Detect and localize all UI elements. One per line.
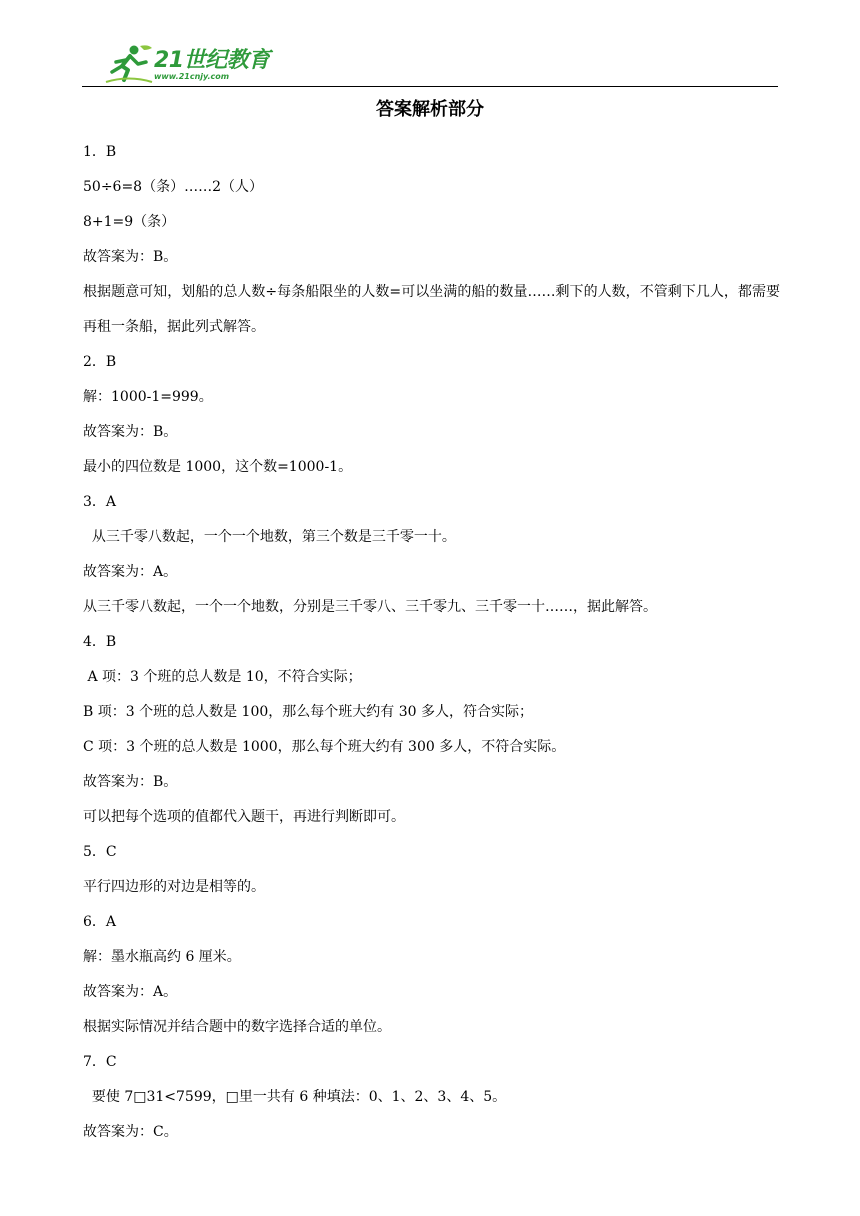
logo-url: www.21cnjy.com (154, 72, 230, 81)
logo (104, 42, 274, 84)
runner-logo-icon (104, 42, 154, 84)
answer-line: 3．A (83, 494, 117, 510)
answer-line: B 项：3 个班的总人数是 100，那么每个班大约有 30 多人，符合实际； (83, 704, 533, 720)
answer-line: 50÷6=8（条）……2（人） (83, 179, 263, 195)
answer-line: 要使 7□31<7599，□里一共有 6 种填法：0、1、2、3、4、5。 (83, 1089, 507, 1105)
answer-paragraph: 根据题意可知，划船的总人数÷每条船限坐的人数=可以坐满的船的数量……剩下的人数，不管剩下几人，都需要再租一条船，据此列式解答。 (83, 284, 780, 335)
answer-line: 故答案为：A。 (83, 564, 178, 580)
answer-line: 1．B (83, 144, 117, 160)
answer-line: 最小的四位数是 1000，这个数=1000-1。 (83, 459, 353, 475)
answer-line: C 项：3 个班的总人数是 1000，那么每个班大约有 300 多人，不符合实际。 (83, 739, 566, 755)
answer-line: 故答案为：B。 (83, 424, 178, 440)
page-header (82, 38, 778, 87)
answer-line: 7．C (83, 1054, 117, 1070)
answer-line: 4．B (83, 634, 117, 650)
answer-line: 故答案为：B。 (83, 249, 178, 265)
answer-line: 故答案为：C。 (83, 1124, 178, 1140)
answer-line: 解：墨水瓶高约 6 厘米。 (83, 949, 241, 965)
answer-line: 平行四边形的对边是相等的。 (83, 879, 265, 895)
answer-line: 可以把每个选项的值都代入题干，再进行判断即可。 (83, 809, 405, 825)
answer-line: 6．A (83, 914, 117, 930)
answer-content (83, 135, 780, 1150)
answer-line: 故答案为：A。 (83, 984, 178, 1000)
answer-line: 根据实际情况并结合题中的数字选择合适的单位。 (83, 1019, 391, 1035)
page-title: 答案解析部分 (376, 99, 484, 120)
answer-line: 解：1000-1=999。 (83, 389, 213, 405)
answer-line: 故答案为：B。 (83, 774, 178, 790)
answer-line: 8+1=9（条） (83, 214, 176, 230)
answer-line: 从三千零八数起，一个一个地数，第三个数是三千零一十。 (83, 529, 456, 545)
answer-line: 从三千零八数起，一个一个地数，分别是三千零八、三千零九、三千零一十……，据此解答。 (83, 599, 657, 615)
answer-line: 5．C (83, 844, 117, 860)
answer-line: 2．B (83, 354, 117, 370)
answer-line: A 项：3 个班的总人数是 10，不符合实际； (83, 669, 362, 685)
logo-text: 21世纪教育 (154, 48, 270, 73)
